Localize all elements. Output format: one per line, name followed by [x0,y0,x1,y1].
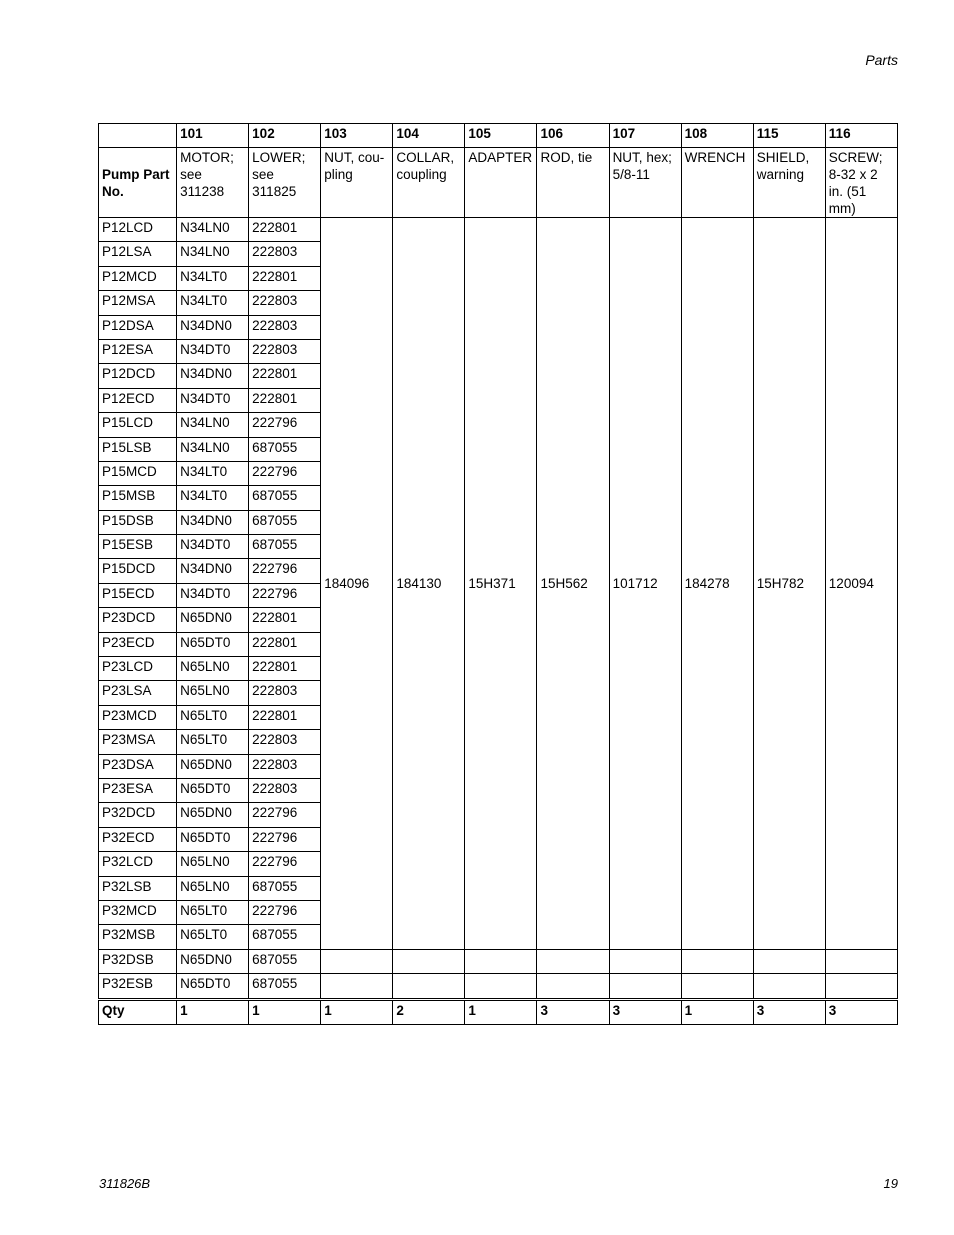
motor-cell: N65DT0 [177,632,249,656]
pump-part-cell: P23ECD [99,632,177,656]
pump-part-cell: P15MCD [99,461,177,485]
table-row [99,974,898,999]
qty-cell: 3 [537,999,609,1024]
description-cell: NUT, hex; 5/8-11 [609,148,681,218]
pump-part-cell: P15DCD [99,559,177,583]
motor-cell: N65DT0 [177,974,249,999]
motor-cell: N65DN0 [177,803,249,827]
description-row [99,148,898,218]
motor-cell: N34DT0 [177,583,249,607]
motor-cell: N34LT0 [177,291,249,315]
common-part-cell: 184130 [393,218,465,950]
lower-cell: 222803 [249,315,321,339]
empty-cell [825,949,897,973]
qty-row [99,999,898,1024]
lower-cell: 222801 [249,266,321,290]
pump-part-cell: P23ESA [99,778,177,802]
lower-cell: 222796 [249,852,321,876]
pump-part-cell: P12ESA [99,339,177,363]
empty-cell [753,949,825,973]
lower-cell: 222801 [249,364,321,388]
ref-number-cell: 115 [753,124,825,148]
motor-cell: N34DT0 [177,339,249,363]
pump-part-cell: P32MCD [99,900,177,924]
ref-number-cell: 105 [465,124,537,148]
description-cell: NUT, cou-pling [321,148,393,218]
description-cell: ADAPTER [465,148,537,218]
pump-part-cell: P12MSA [99,291,177,315]
description-cell: SCREW; 8-32 x 2 in. (51 mm) [825,148,897,218]
pump-part-cell: P23LSA [99,681,177,705]
lower-cell: 222801 [249,218,321,242]
lower-cell: 687055 [249,876,321,900]
pump-part-cell: P32ECD [99,827,177,851]
motor-cell: N65LN0 [177,681,249,705]
motor-cell: N34DT0 [177,535,249,559]
pump-part-cell: P32MSB [99,925,177,949]
motor-cell: N65DT0 [177,778,249,802]
ref-number-cell: 116 [825,124,897,148]
motor-cell: N65LT0 [177,730,249,754]
document-number: 311826B [99,1176,151,1191]
table-row [99,218,898,242]
motor-cell: N34LT0 [177,266,249,290]
pump-part-cell: P12MCD [99,266,177,290]
pump-part-cell: P12LSA [99,242,177,266]
motor-cell: N65LN0 [177,657,249,681]
lower-cell: 222796 [249,583,321,607]
qty-cell: 2 [393,999,465,1024]
pump-part-header: Pump Part No. [99,148,177,218]
empty-cell [465,974,537,999]
ref-number-cell: 104 [393,124,465,148]
lower-cell: 687055 [249,510,321,534]
empty-cell [321,949,393,973]
pump-part-cell: P15LCD [99,413,177,437]
ref-number-cell: 108 [681,124,753,148]
pump-part-cell: P23MCD [99,705,177,729]
motor-cell: N65LT0 [177,900,249,924]
motor-cell: N65LT0 [177,925,249,949]
pump-part-cell: P23DCD [99,608,177,632]
pump-part-cell: P15DSB [99,510,177,534]
pump-part-cell: P15ECD [99,583,177,607]
common-part-cell: 15H562 [537,218,609,950]
motor-cell: N34DN0 [177,315,249,339]
motor-cell: N34DN0 [177,559,249,583]
lower-cell: 222801 [249,388,321,412]
lower-cell: 687055 [249,535,321,559]
lower-cell: 222801 [249,608,321,632]
qty-cell: 1 [681,999,753,1024]
running-header: Parts [865,52,898,68]
motor-cell: N34LN0 [177,413,249,437]
description-cell: LOWER; see 311825 [249,148,321,218]
motor-cell: N34LT0 [177,486,249,510]
page-number: 19 [883,1176,898,1191]
motor-cell: N65LN0 [177,876,249,900]
lower-cell: 222803 [249,681,321,705]
lower-cell: 222801 [249,657,321,681]
motor-cell: N34LN0 [177,218,249,242]
empty-cell [681,974,753,999]
motor-cell: N65LN0 [177,852,249,876]
qty-cell: 3 [753,999,825,1024]
qty-cell: 1 [321,999,393,1024]
pump-part-cell: P23LCD [99,657,177,681]
empty-cell [825,974,897,999]
qty-cell: 3 [825,999,897,1024]
lower-cell: 687055 [249,925,321,949]
pump-part-cell: P23MSA [99,730,177,754]
lower-cell: 222796 [249,559,321,583]
pump-part-cell: P32DCD [99,803,177,827]
lower-cell: 687055 [249,974,321,999]
motor-cell: N65DT0 [177,827,249,851]
empty-cell [681,949,753,973]
ref-number-cell: 106 [537,124,609,148]
common-part-cell: 184278 [681,218,753,950]
ref-number-cell: 101 [177,124,249,148]
empty-cell [465,949,537,973]
qty-cell: 3 [609,999,681,1024]
empty-cell [393,949,465,973]
common-part-cell: 101712 [609,218,681,950]
description-cell: SHIELD, warning [753,148,825,218]
common-part-cell: 15H782 [753,218,825,950]
common-part-cell: 184096 [321,218,393,950]
lower-cell: 222801 [249,705,321,729]
lower-cell: 222803 [249,291,321,315]
pump-part-cell: P12LCD [99,218,177,242]
lower-cell: 222803 [249,339,321,363]
pump-part-cell: P12ECD [99,388,177,412]
empty-cell [753,974,825,999]
lower-cell: 222803 [249,242,321,266]
lower-cell: 222796 [249,803,321,827]
motor-cell: N65DN0 [177,949,249,973]
motor-cell: N34DN0 [177,364,249,388]
lower-cell: 222803 [249,754,321,778]
common-part-cell: 120094 [825,218,897,950]
ref-number-cell [99,124,177,148]
lower-cell: 687055 [249,486,321,510]
motor-cell: N65DN0 [177,608,249,632]
motor-cell: N34LN0 [177,437,249,461]
lower-cell: 222796 [249,461,321,485]
empty-cell [537,949,609,973]
qty-cell: 1 [177,999,249,1024]
table-row [99,949,898,973]
common-part-cell: 15H371 [465,218,537,950]
motor-cell: N34LT0 [177,461,249,485]
lower-cell: 222796 [249,900,321,924]
empty-cell [321,974,393,999]
empty-cell [609,949,681,973]
empty-cell [537,974,609,999]
pump-part-cell: P12DCD [99,364,177,388]
pump-part-cell: P32ESB [99,974,177,999]
lower-cell: 222801 [249,632,321,656]
lower-cell: 687055 [249,437,321,461]
ref-number-row [99,124,898,148]
description-cell: ROD, tie [537,148,609,218]
motor-cell: N34DT0 [177,388,249,412]
motor-cell: N65LT0 [177,705,249,729]
lower-cell: 687055 [249,949,321,973]
parts-table [98,123,898,1025]
pump-part-cell: P15ESB [99,535,177,559]
lower-cell: 222796 [249,827,321,851]
lower-cell: 222803 [249,778,321,802]
description-cell: COLLAR, coupling [393,148,465,218]
pump-part-cell: P15MSB [99,486,177,510]
ref-number-cell: 102 [249,124,321,148]
pump-part-cell: P32DSB [99,949,177,973]
pump-part-cell: P32LSB [99,876,177,900]
lower-cell: 222796 [249,413,321,437]
pump-part-cell: P15LSB [99,437,177,461]
motor-cell: N65DN0 [177,754,249,778]
description-cell: WRENCH [681,148,753,218]
qty-label: Qty [99,999,177,1024]
qty-cell: 1 [465,999,537,1024]
description-cell: MOTOR; see 311238 [177,148,249,218]
ref-number-cell: 107 [609,124,681,148]
ref-number-cell: 103 [321,124,393,148]
qty-cell: 1 [249,999,321,1024]
pump-part-cell: P12DSA [99,315,177,339]
pump-part-cell: P23DSA [99,754,177,778]
motor-cell: N34LN0 [177,242,249,266]
empty-cell [393,974,465,999]
lower-cell: 222803 [249,730,321,754]
motor-cell: N34DN0 [177,510,249,534]
pump-part-cell: P32LCD [99,852,177,876]
empty-cell [609,974,681,999]
